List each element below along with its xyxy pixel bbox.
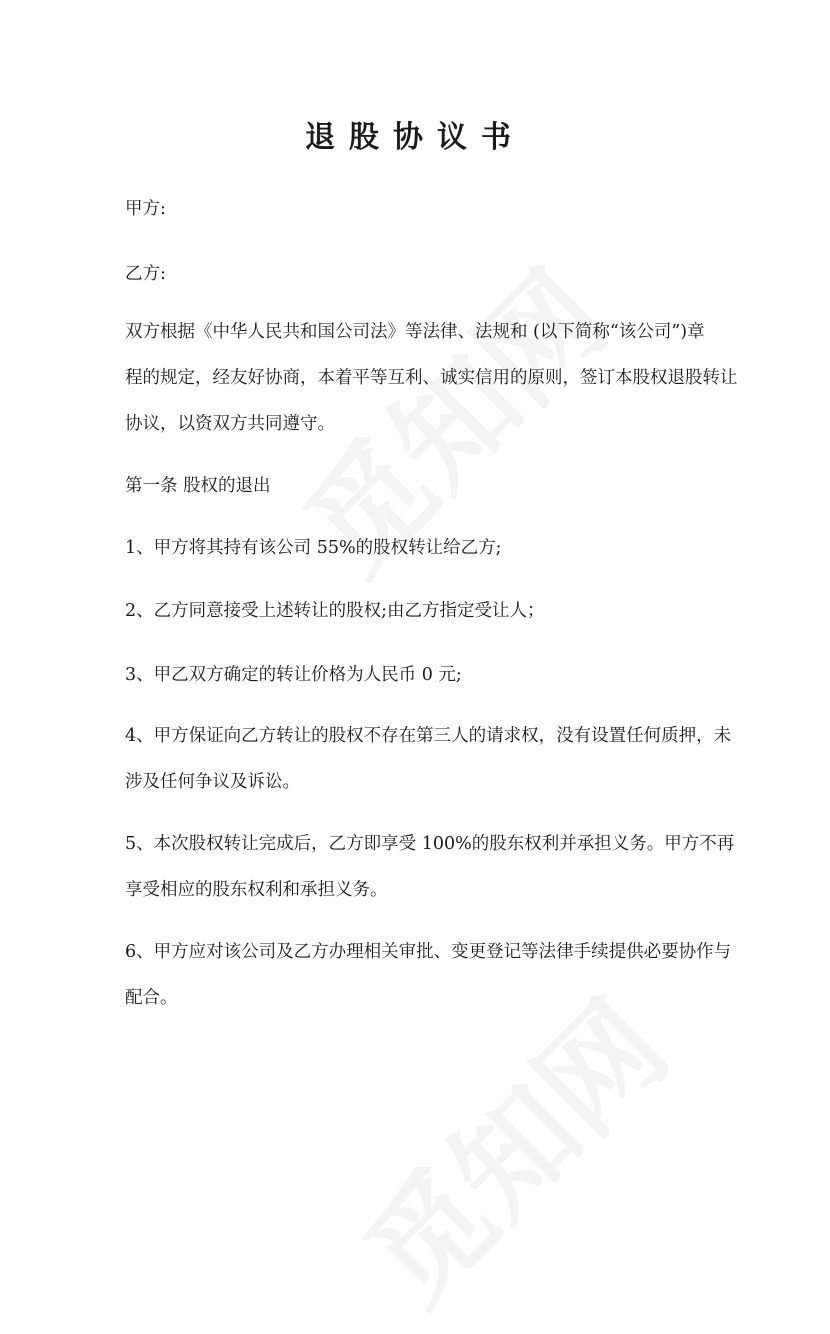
clause-line: 3、甲乙双方确定的转让价格为人民币 0 元; [125, 665, 462, 685]
preamble-line: 协议，以资双方共同遵守。 [125, 414, 335, 434]
clause-line: 5、本次股权转让完成后，乙方即享受 100%的股东权利并承担义务。甲方不再 [125, 834, 735, 854]
article-heading: 第一条 股权的退出 [125, 476, 271, 496]
preamble-line: 双方根据《中华人民共和国公司法》等法律、法规和 (以下简称“该公司”)章 [125, 322, 705, 342]
clause-line: 涉及任何争议及诉讼。 [125, 772, 300, 792]
clause-line: 2、乙方同意接受上述转让的股权;由乙方指定受让人； [125, 601, 545, 621]
watermark [322, 958, 698, 1334]
preamble-line: 程的规定，经友好协商，本着平等互利、诚实信用的原则，签订本股权退股转让 [125, 368, 738, 388]
clause-line: 4、甲方保证向乙方转让的股权不存在第三人的请求权，没有设置任何质押，未 [125, 726, 732, 746]
clause-line: 6、甲方应对该公司及乙方办理相关审批、变更登记等法律手续提供必要协作与 [125, 942, 732, 962]
party-a-label: 甲方: [125, 199, 166, 219]
clause-line: 1、甲方将其持有该公司 55%的股权转让给乙方; [125, 538, 502, 558]
party-b-label: 乙方: [125, 264, 166, 284]
clause-line: 享受相应的股东权利和承担义务。 [125, 880, 388, 900]
clause-line: 配合。 [125, 988, 178, 1008]
document-title: 退股协议书 [305, 120, 525, 155]
